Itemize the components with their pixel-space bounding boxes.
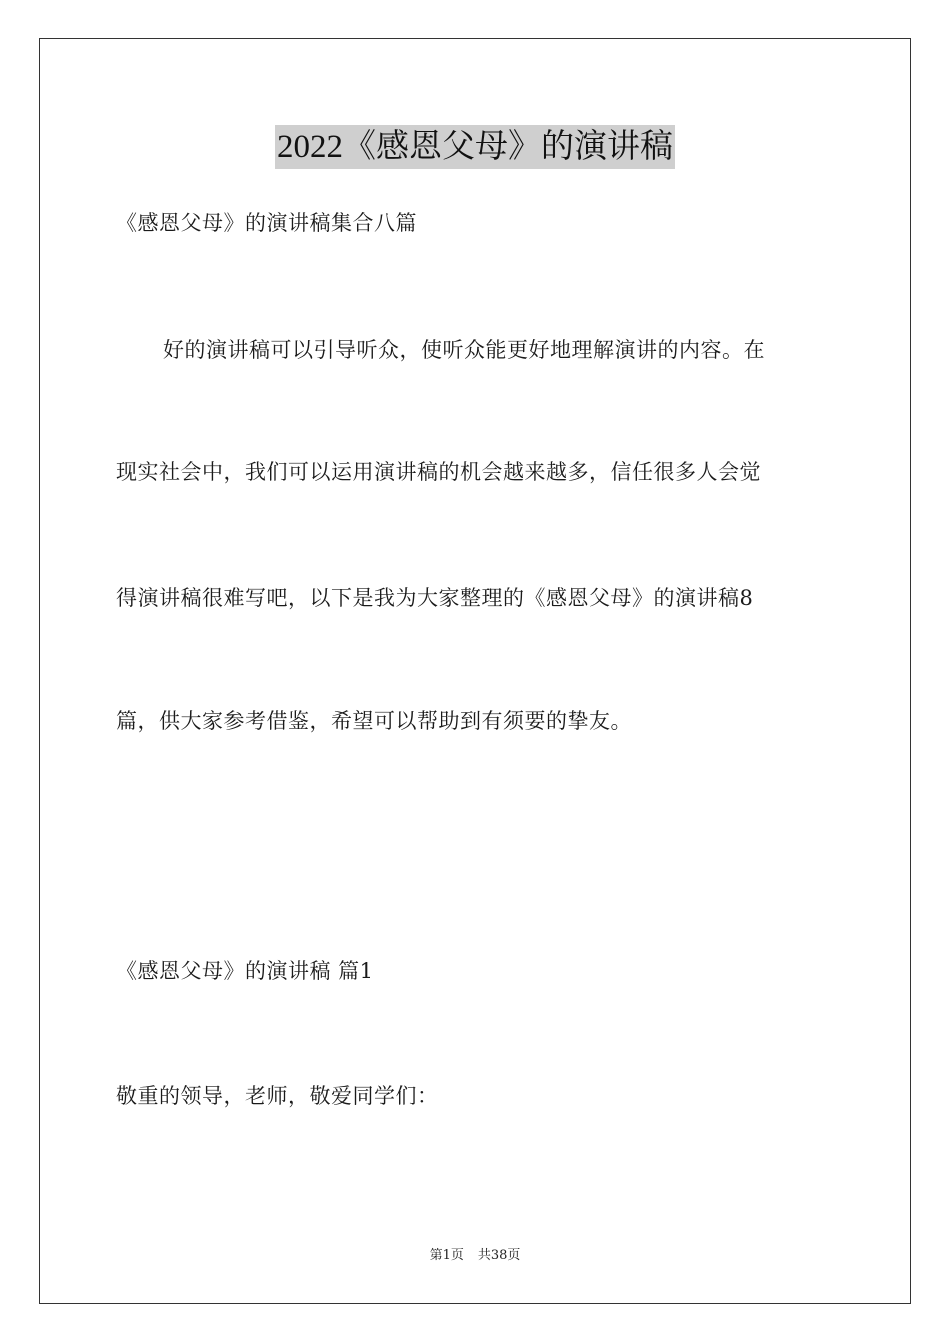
intro-line-4: 篇，供大家参考借鉴，希望可以帮助到有须要的挚友。: [116, 709, 632, 733]
document-title: 2022《感恩父母》的演讲稿: [275, 125, 675, 169]
intro-line-1: 好的演讲稿可以引导听众，使听众能更好地理解演讲的内容。在: [163, 338, 765, 362]
page-footer: [0, 1247, 950, 1265]
document-subtitle: 《感恩父母》的演讲稿集合八篇: [116, 211, 417, 235]
section-heading: 《感恩父母》的演讲稿 篇1: [116, 959, 374, 983]
title-container: [0, 125, 950, 169]
page-number: 第1页: [429, 1248, 464, 1263]
intro-line-3: 得演讲稿很难写吧，以下是我为大家整理的《感恩父母》的演讲稿8: [116, 586, 754, 610]
page-total: 共38页: [477, 1248, 521, 1263]
greeting-line: 敬重的领导，老师，敬爱同学们：: [116, 1084, 439, 1108]
intro-line-2: 现实社会中，我们可以运用演讲稿的机会越来越多，信任很多人会觉: [116, 460, 761, 484]
